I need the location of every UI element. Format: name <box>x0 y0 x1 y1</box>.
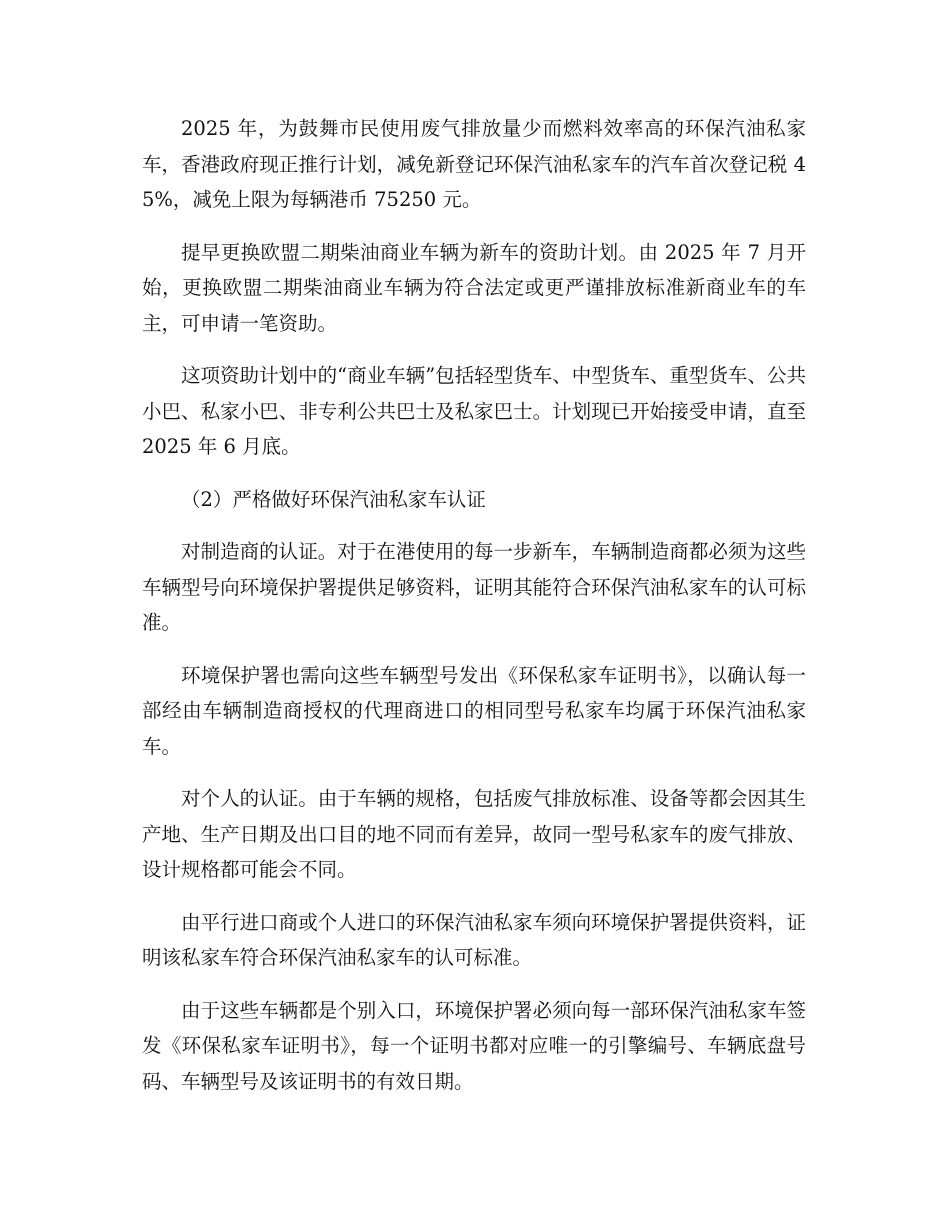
section-heading: （2）严格做好环保汽油私家车认证 <box>181 487 486 511</box>
paragraph-tax-reduction: 2025 年，为鼓舞市民使用废气排放量少而燃料效率高的环保汽油私家车，香港政府现正推行计划，减免新登记环保汽油私家车的汽车首次登记税 45%，减免上限为每辆港币 75250 元。 <box>142 117 806 211</box>
paragraph-manufacturer-certification: 对制造商的认证。对于在港使用的每一步新车，车辆制造商都必须为这些车辆型号向环境保护署提供足够资料，证明其能符合环保汽油私家车的认可标准。 <box>142 540 806 634</box>
paragraph-parallel-import: 由平行进口商或个人进口的环保汽油私家车须向环境保护署提供资料，证明该私家车符合环保汽油私家车的认可标准。 <box>142 910 806 969</box>
paragraph-individual-certificate: 由于这些车辆都是个别入口，环境保护署必须向每一部环保汽油私家车签发《环保私家车证明书》，每一个证明书都对应唯一的引擎编号、车辆底盘号码、车辆型号及该证明书的有效日期。 <box>142 998 806 1093</box>
paragraph-individual-certification: 对个人的认证。由于车辆的规格，包括废气排放标准、设备等都会因其生产地、生产日期及出口目的地不同而有差异，故同一型号私家车的废气排放、设计规格都可能会不同。 <box>142 787 806 881</box>
paragraph-commercial-vehicles: 这项资助计划中的“商业车辆”包括轻型货车、中型货车、重型货车、公共小巴、私家小巴、非专利公共巴士及私家巴士。计划现已开始接受申请，直至 2025 年 6 月底。 <box>142 364 806 458</box>
paragraph-subsidy-scheme: 提早更换欧盟二期柴油商业车辆为新车的资助计划。由 2025 年 7 月开始，更换欧盟二期柴油商业车辆为符合法定或更严谨排放标准新商业车的车主，可申请一笔资助。 <box>142 240 806 335</box>
paragraph-certificate-issuance: 环境保护署也需向这些车辆型号发出《环保私家车证明书》，以确认每一部经由车辆制造商授权的代理商进口的相同型号私家车均属于环保汽油私家车。 <box>142 663 806 758</box>
